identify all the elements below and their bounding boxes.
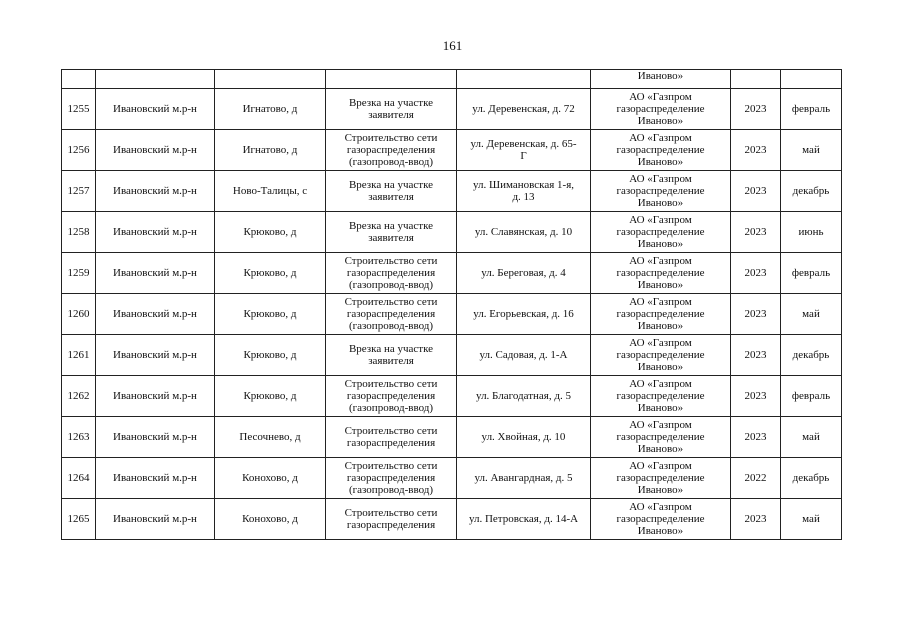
- cell-work-line: заявителя: [368, 355, 414, 367]
- cell-work: [326, 171, 457, 212]
- cell-num: 1262: [62, 376, 96, 417]
- cell-work-line: Строительство сети: [344, 378, 438, 390]
- cell-work-line: Строительство сети: [344, 296, 438, 308]
- cell-locality: Крюково, д: [215, 212, 326, 253]
- cell-work-line: (газопровод-ввод): [348, 484, 434, 496]
- cell-operator: [591, 171, 731, 212]
- cell-operator-line: газораспределение: [616, 103, 705, 115]
- cell-address-line: ул. Деревенская, д. 72: [472, 103, 575, 115]
- cell-work-line: газораспределения: [346, 472, 436, 484]
- cell-month: февраль: [781, 89, 842, 130]
- cell-address-line: ул. Авангардная, д. 5: [474, 472, 573, 484]
- cell-work-line: газораспределения: [346, 267, 436, 279]
- cell-operator-line: газораспределение: [616, 472, 705, 484]
- cell-district: Ивановский м.р-н: [96, 458, 215, 499]
- cell-year: 2023: [731, 212, 781, 253]
- cell-address: [457, 376, 591, 417]
- cell-month: май: [781, 130, 842, 171]
- cell-operator-line: АО «Газпром: [629, 91, 692, 103]
- continuation-row: [62, 70, 842, 89]
- cell-work-line: газораспределения: [346, 390, 436, 402]
- cell-work-line: Строительство сети: [344, 255, 438, 267]
- table-row: [62, 417, 842, 458]
- cell-operator-line: газораспределение: [616, 226, 705, 238]
- cell-operator-line: газораспределение: [616, 267, 705, 279]
- cell-year: 2023: [731, 253, 781, 294]
- cell-district: [96, 70, 215, 89]
- cell-operator: [591, 499, 731, 540]
- cell-district: Ивановский м.р-н: [96, 335, 215, 376]
- cell-locality: Крюково, д: [215, 294, 326, 335]
- cell-address: [457, 458, 591, 499]
- cell-work: [326, 70, 457, 89]
- cell-address: [457, 89, 591, 130]
- cell-work-line: (газопровод-ввод): [348, 320, 434, 332]
- cell-work-line: Строительство сети: [344, 132, 438, 144]
- cell-operator-line: газораспределение: [616, 144, 705, 156]
- cell-operator-line: газораспределение: [616, 185, 705, 197]
- cell-district: Ивановский м.р-н: [96, 171, 215, 212]
- cell-district: Ивановский м.р-н: [96, 212, 215, 253]
- cell-operator-line: АО «Газпром: [629, 419, 692, 431]
- cell-num: 1256: [62, 130, 96, 171]
- cell-operator: Иваново»: [591, 70, 731, 89]
- cell-work-line: (газопровод-ввод): [348, 156, 434, 168]
- cell-operator-line: Иваново»: [637, 238, 684, 250]
- cell-month: май: [781, 417, 842, 458]
- cell-month: май: [781, 499, 842, 540]
- table-row: [62, 499, 842, 540]
- cell-locality: Конохово, д: [215, 499, 326, 540]
- cell-year: 2023: [731, 171, 781, 212]
- cell-year: 2023: [731, 130, 781, 171]
- cell-num: 1260: [62, 294, 96, 335]
- cell-month: май: [781, 294, 842, 335]
- cell-address-line: д. 13: [512, 191, 535, 203]
- cell-operator-line: Иваново»: [637, 484, 684, 496]
- cell-address-line: ул. Егорьевская, д. 16: [473, 308, 574, 320]
- cell-address: [457, 212, 591, 253]
- cell-address-line: ул. Шимановская 1-я,: [473, 179, 574, 191]
- cell-work-line: Врезка на участке: [348, 97, 434, 109]
- cell-address-line: ул. Славянская, д. 10: [474, 226, 573, 238]
- cell-num: 1265: [62, 499, 96, 540]
- cell-work: [326, 376, 457, 417]
- cell-work: [326, 212, 457, 253]
- cell-operator-line: АО «Газпром: [629, 132, 692, 144]
- cell-address-line: Г: [520, 150, 527, 162]
- cell-operator: [591, 376, 731, 417]
- cell-work: [326, 294, 457, 335]
- cell-month: [781, 70, 842, 89]
- cell-operator: [591, 335, 731, 376]
- cell-address-line: ул. Береговая, д. 4: [481, 267, 566, 279]
- cell-district: Ивановский м.р-н: [96, 253, 215, 294]
- cell-locality: Игнатово, д: [215, 89, 326, 130]
- cell-address: [457, 171, 591, 212]
- cell-address: [457, 499, 591, 540]
- cell-address: [457, 253, 591, 294]
- cell-num: 1263: [62, 417, 96, 458]
- cell-locality: Игнатово, д: [215, 130, 326, 171]
- cell-locality: Конохово, д: [215, 458, 326, 499]
- cell-operator-line: АО «Газпром: [629, 460, 692, 472]
- table-row: [62, 335, 842, 376]
- cell-month: декабрь: [781, 171, 842, 212]
- cell-work-line: (газопровод-ввод): [348, 402, 434, 414]
- cell-operator-line: АО «Газпром: [629, 214, 692, 226]
- table-row: [62, 212, 842, 253]
- cell-locality: [215, 70, 326, 89]
- cell-operator-line: АО «Газпром: [629, 296, 692, 308]
- cell-operator: [591, 253, 731, 294]
- cell-work-line: заявителя: [368, 191, 414, 203]
- cell-address-line: ул. Петровская, д. 14-А: [468, 513, 579, 525]
- cell-work-line: газораспределения: [346, 437, 436, 449]
- cell-year: 2023: [731, 376, 781, 417]
- cell-work: [326, 130, 457, 171]
- gasification-table: [61, 69, 842, 540]
- cell-work: [326, 89, 457, 130]
- cell-address-line: ул. Благодатная, д. 5: [476, 390, 571, 402]
- cell-work-line: Строительство сети: [344, 460, 438, 472]
- table-row: [62, 376, 842, 417]
- cell-operator-line: Иваново»: [637, 525, 684, 537]
- cell-address-line: ул. Садовая, д. 1-А: [479, 349, 568, 361]
- cell-operator-line: Иваново»: [637, 402, 684, 414]
- cell-num: 1255: [62, 89, 96, 130]
- cell-locality: Крюково, д: [215, 376, 326, 417]
- cell-operator: [591, 130, 731, 171]
- cell-operator: [591, 417, 731, 458]
- cell-operator-line: Иваново»: [637, 320, 684, 332]
- cell-work-line: газораспределения: [346, 308, 436, 320]
- cell-operator-line: Иваново»: [637, 361, 684, 373]
- table-row: [62, 89, 842, 130]
- page-number: 161: [442, 38, 463, 53]
- cell-num: 1259: [62, 253, 96, 294]
- cell-address: [457, 70, 591, 89]
- cell-operator-line: Иваново»: [637, 115, 684, 127]
- table-row: [62, 171, 842, 212]
- cell-num: 1258: [62, 212, 96, 253]
- cell-work-line: заявителя: [368, 109, 414, 121]
- cell-address: [457, 335, 591, 376]
- cell-address: [457, 294, 591, 335]
- cell-operator-line: газораспределение: [616, 349, 705, 361]
- table-row: [62, 130, 842, 171]
- cell-operator-line: газораспределение: [616, 308, 705, 320]
- cell-work: [326, 417, 457, 458]
- cell-locality: Ново-Талицы, с: [215, 171, 326, 212]
- cell-address: [457, 417, 591, 458]
- table-row: [62, 458, 842, 499]
- cell-address-line: ул. Хвойная, д. 10: [481, 431, 566, 443]
- cell-operator-line: газораспределение: [616, 431, 705, 443]
- cell-locality: Песочнево, д: [215, 417, 326, 458]
- cell-operator-line: газораспределение: [616, 390, 705, 402]
- cell-address: [457, 130, 591, 171]
- cell-num: 1264: [62, 458, 96, 499]
- cell-work-line: Врезка на участке: [348, 179, 434, 191]
- cell-work: [326, 458, 457, 499]
- cell-operator: [591, 89, 731, 130]
- cell-year: 2023: [731, 499, 781, 540]
- cell-operator-line: Иваново»: [637, 443, 684, 455]
- cell-year: 2023: [731, 89, 781, 130]
- cell-work: [326, 335, 457, 376]
- cell-month: февраль: [781, 253, 842, 294]
- cell-month: февраль: [781, 376, 842, 417]
- cell-district: Ивановский м.р-н: [96, 376, 215, 417]
- cell-operator-line: газораспределение: [616, 513, 705, 525]
- cell-operator: [591, 458, 731, 499]
- cell-district: Ивановский м.р-н: [96, 294, 215, 335]
- cell-month: декабрь: [781, 335, 842, 376]
- table-row: [62, 294, 842, 335]
- cell-district: Ивановский м.р-н: [96, 89, 215, 130]
- cell-work-line: Строительство сети: [344, 425, 438, 437]
- table-row: [62, 253, 842, 294]
- cell-num: 1257: [62, 171, 96, 212]
- cell-operator: [591, 212, 731, 253]
- cell-work: [326, 499, 457, 540]
- cell-year: [731, 70, 781, 89]
- cell-operator-line: АО «Газпром: [629, 501, 692, 513]
- cell-work-line: Врезка на участке: [348, 343, 434, 355]
- cell-work-line: газораспределения: [346, 519, 436, 531]
- cell-work-line: (газопровод-ввод): [348, 279, 434, 291]
- cell-num: 1261: [62, 335, 96, 376]
- cell-month: июнь: [781, 212, 842, 253]
- cell-year: 2023: [731, 417, 781, 458]
- cell-year: 2023: [731, 335, 781, 376]
- cell-work-line: Врезка на участке: [348, 220, 434, 232]
- cell-year: 2023: [731, 294, 781, 335]
- cell-year: 2022: [731, 458, 781, 499]
- cell-num: [62, 70, 96, 89]
- cell-operator-line: Иваново»: [637, 279, 684, 291]
- cell-operator-line: АО «Газпром: [629, 337, 692, 349]
- cell-address-line: ул. Деревенская, д. 65-: [470, 138, 577, 150]
- cell-locality: Крюково, д: [215, 253, 326, 294]
- cell-locality: Крюково, д: [215, 335, 326, 376]
- cell-district: Ивановский м.р-н: [96, 499, 215, 540]
- cell-work-line: заявителя: [368, 232, 414, 244]
- cell-work-line: Строительство сети: [344, 507, 438, 519]
- cell-operator-line: АО «Газпром: [629, 255, 692, 267]
- cell-district: Ивановский м.р-н: [96, 417, 215, 458]
- cell-work: [326, 253, 457, 294]
- cell-operator-line: АО «Газпром: [629, 173, 692, 185]
- cell-operator-line: Иваново»: [637, 197, 684, 209]
- cell-operator-line: АО «Газпром: [629, 378, 692, 390]
- cell-district: Ивановский м.р-н: [96, 130, 215, 171]
- cell-month: декабрь: [781, 458, 842, 499]
- cell-work-line: газораспределения: [346, 144, 436, 156]
- cell-operator-line: Иваново»: [637, 156, 684, 168]
- cell-operator: [591, 294, 731, 335]
